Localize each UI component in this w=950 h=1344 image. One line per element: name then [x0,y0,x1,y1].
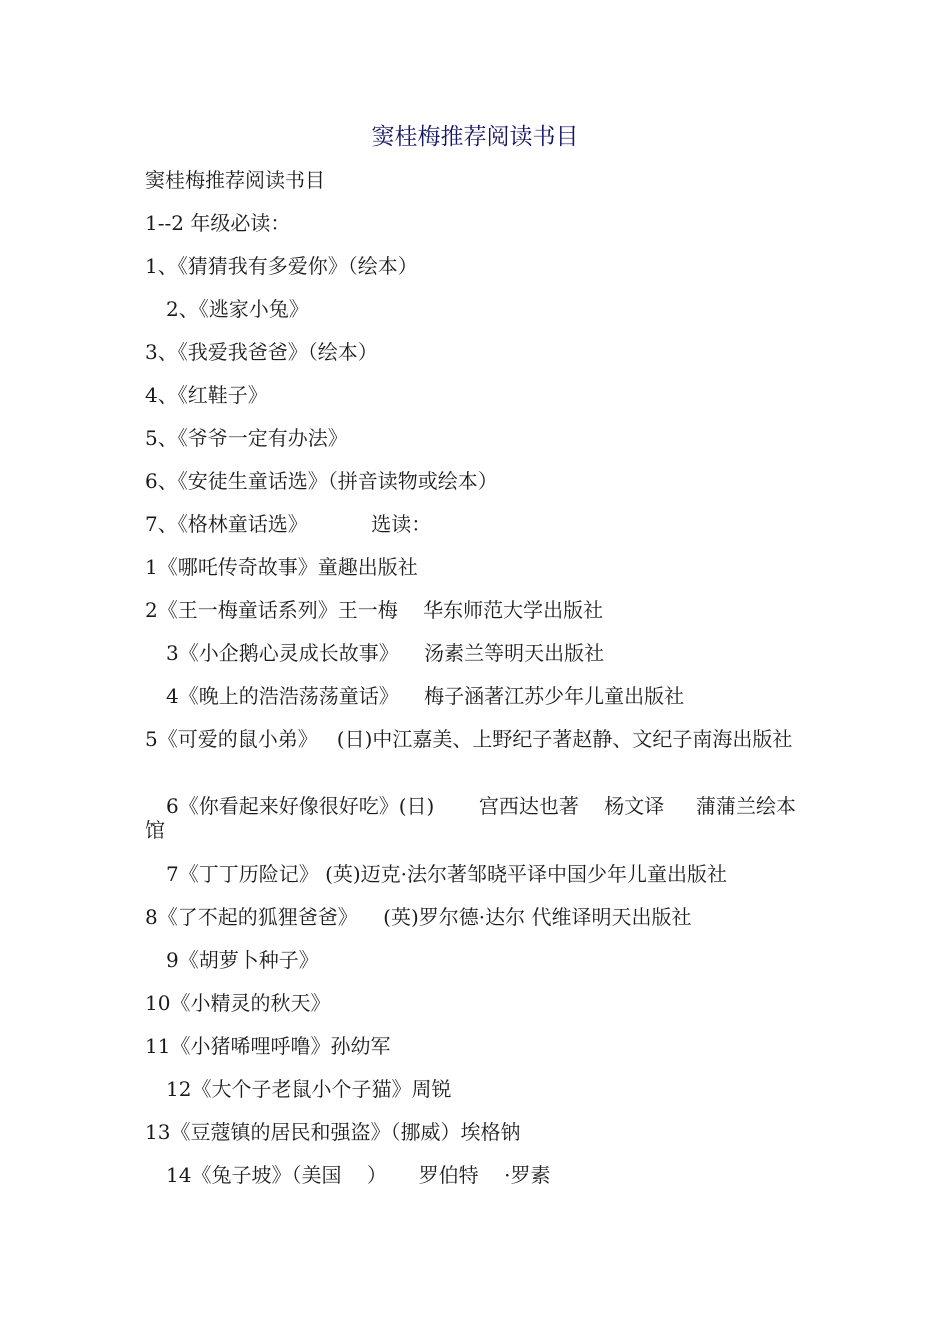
list-item: 3、《我爱我爸爸》（绘本） [145,340,378,364]
list-item: 7、《格林童话选》 选读： [145,512,432,536]
list-item: 1《哪吒传奇故事》童趣出版社 [145,555,418,579]
list-item: 1、《猜猜我有多爱你》（绘本） [145,254,418,278]
subtitle-line: 窦桂梅推荐阅读书目 [145,168,325,192]
grade-heading: 1--2 年级必读： [145,211,291,235]
list-item: 2《王一梅童话系列》王一梅 华东师范大学出版社 [145,598,604,622]
list-item: 7《丁丁历险记》 (英)迈克·法尔著邹晓平译中国少年儿童出版社 [166,862,728,886]
list-item: 14《兔子坡》（美国 ） 罗伯特 ·罗素 [166,1163,551,1187]
list-item: 5《可爱的鼠小弟》 (日)中江嘉美、上野纪子著赵静、文纪子南海出版社 [145,727,793,751]
list-item: 11《小猪唏哩呼噜》孙幼军 [145,1034,391,1058]
list-item: 3《小企鹅心灵成长故事》 汤素兰等明天出版社 [166,641,605,665]
list-item: 13《豆蔻镇的居民和强盗》（挪威）埃格钠 [145,1120,521,1144]
list-item: 4《晚上的浩浩荡荡童话》 梅子涵著江苏少年儿童出版社 [166,684,685,708]
list-item: 12《大个子老鼠小个子猫》周锐 [166,1077,452,1101]
list-item: 5、《爷爷一定有办法》 [145,426,348,450]
document-title: 窦桂梅推荐阅读书目 [371,124,579,150]
list-item: 4、《红鞋子》 [145,383,268,407]
list-item: 9《胡萝卜种子》 [166,948,319,972]
list-item: 2、《逃家小兔》 [166,297,309,321]
list-item: 6、《安徒生童话选》（拼音读物或绘本） [145,469,498,493]
list-item: 6《你看起来好像很好吃》(日) 宫西达也著 杨文译 蒲蒲兰绘本馆 [145,794,797,842]
list-item: 8《了不起的狐狸爸爸》 (英)罗尔德·达尔 代维译明天出版社 [145,905,692,929]
list-item: 10《小精灵的秋天》 [145,991,331,1015]
